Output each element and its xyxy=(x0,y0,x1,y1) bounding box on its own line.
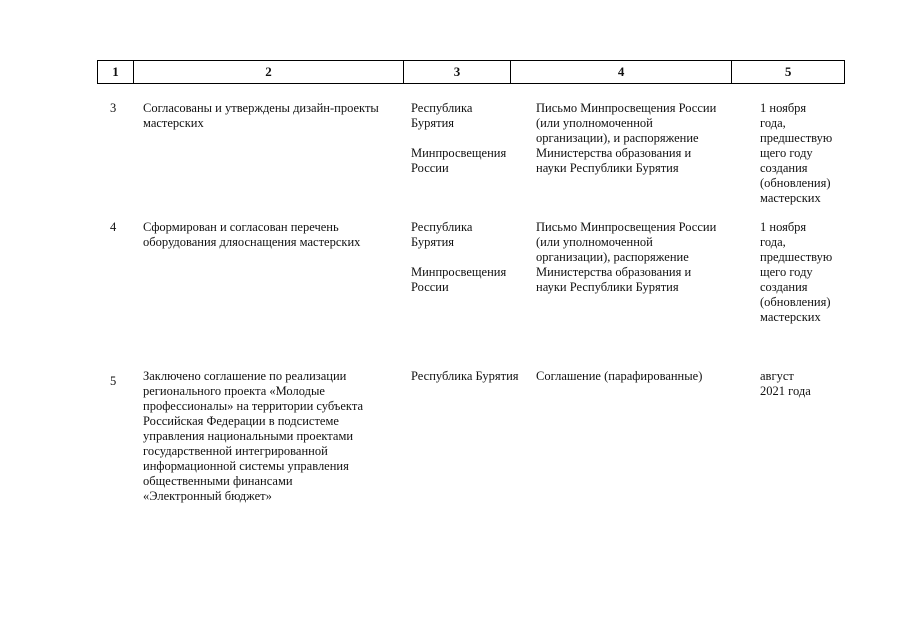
column-header-3: 3 xyxy=(404,61,511,83)
deadline-cell: август 2021 года xyxy=(760,369,811,398)
column-header-4: 4 xyxy=(511,61,732,83)
document-cell: Письмо Минпросвещения России (или уполномоченной организации), распоряжение Министерства образования и науки Республики Бурятия xyxy=(536,220,717,294)
event-cell: Сформирован и согласован перечень оборудования дляоснащения мастерских xyxy=(143,220,361,249)
responsible-cell: Республика Бурятия Минпросвещения России xyxy=(411,220,507,294)
row-number: 5 xyxy=(110,374,117,388)
column-header-2: 2 xyxy=(134,61,404,83)
event-cell: Заключено соглашение по реализации регионального проекта «Молодые профессионалы» на территории субъекта Российская Федерации в подсистеме управления национальными проектами государственной интегрированной информационной системы управления общественными финансами «Электронный бюджет» xyxy=(143,369,364,503)
column-header-1: 1 xyxy=(98,61,134,83)
document-cell: Соглашение (парафированные) xyxy=(536,369,703,383)
event-cell: Согласованы и утверждены дизайн-проекты мастерских xyxy=(143,101,379,130)
column-header-5: 5 xyxy=(784,64,792,79)
row-number: 4 xyxy=(110,220,117,234)
responsible-cell: Республика Бурятия Минпросвещения России xyxy=(411,101,507,175)
document-cell: Письмо Минпросвещения России (или уполномоченной организации), и распоряжение Министерства образования и науки Республики Бурятия xyxy=(536,101,717,175)
row-number: 3 xyxy=(110,101,117,115)
table-header-row xyxy=(97,60,845,84)
deadline-cell: 1 ноября года, предшествую щего году создания (обновления) мастерских xyxy=(760,101,833,205)
responsible-cell: Республика Бурятия xyxy=(411,369,519,383)
deadline-cell: 1 ноября года, предшествую щего году создания (обновления) мастерских xyxy=(760,220,833,324)
